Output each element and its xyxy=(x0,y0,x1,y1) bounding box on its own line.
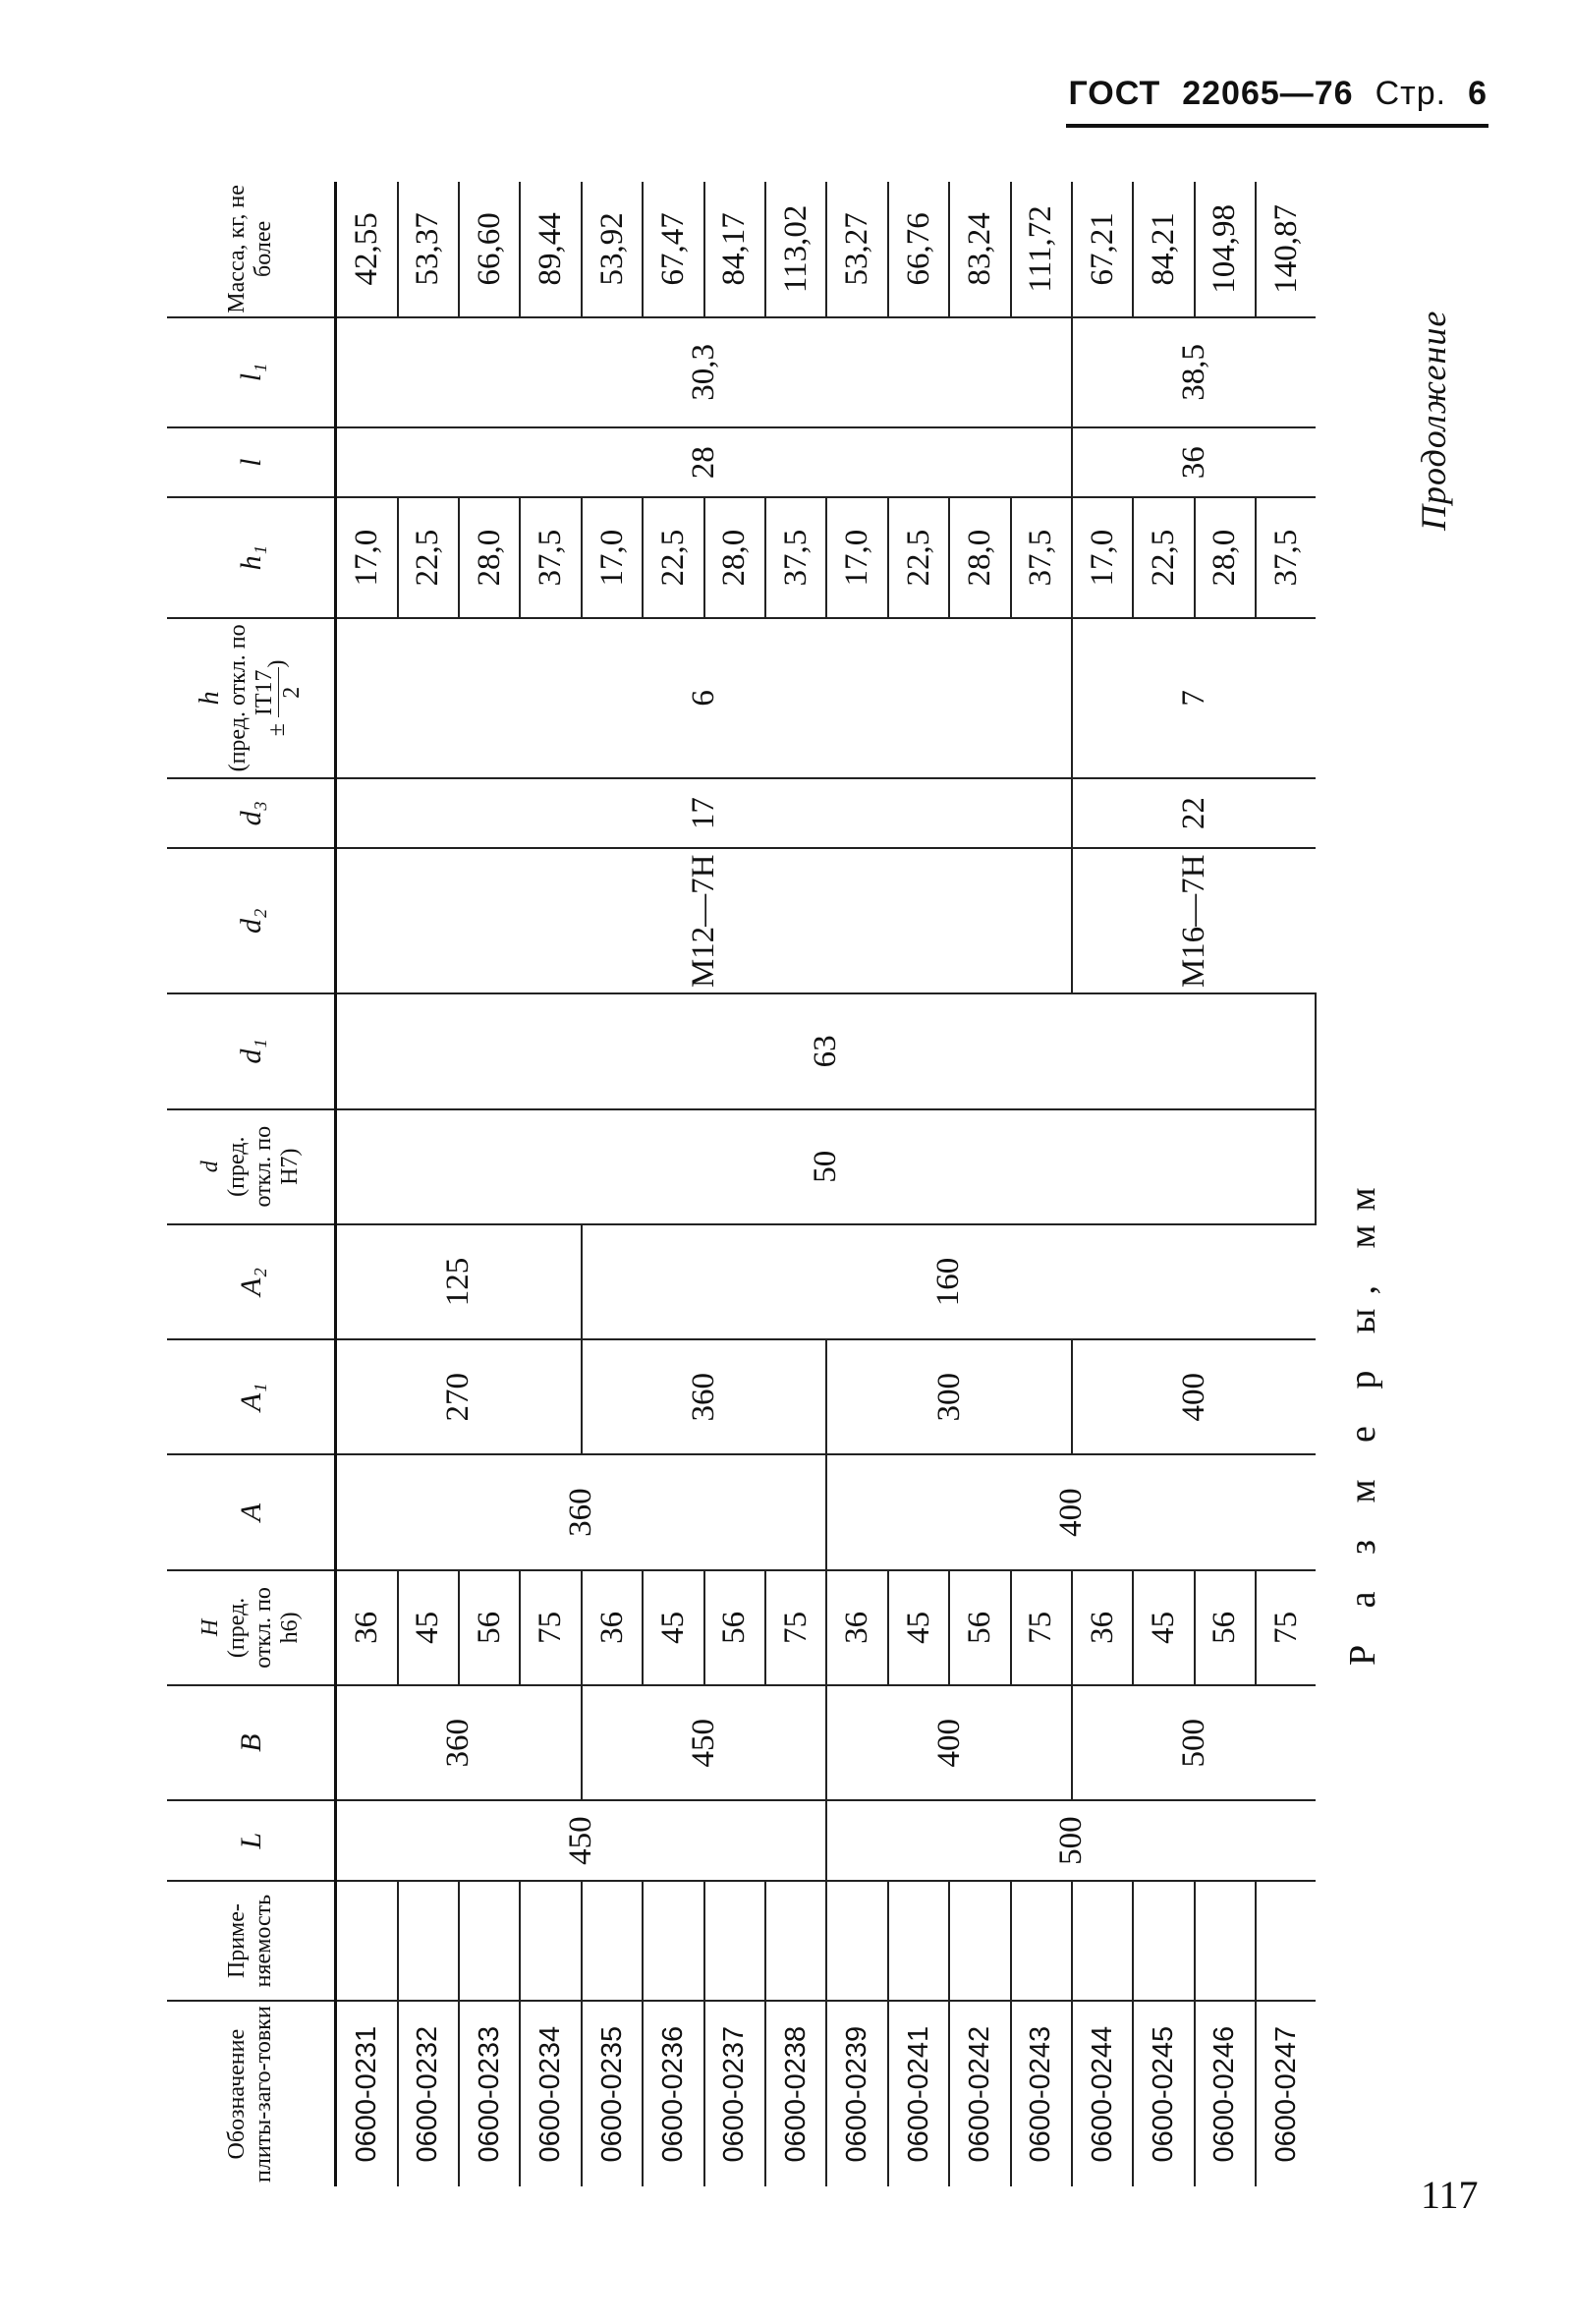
header-gost: ГОСТ xyxy=(1068,75,1161,112)
header-d1: d₁ xyxy=(167,993,336,1108)
H-cell: 56 xyxy=(949,1570,1010,1685)
H-cell: 75 xyxy=(1256,1570,1316,1685)
h1-cell: 17,0 xyxy=(336,497,398,617)
header-h xyxy=(167,618,336,778)
applicability-cell xyxy=(1072,1881,1133,2001)
mass-cell: 113,02 xyxy=(765,182,826,317)
H-cell: 36 xyxy=(1072,1570,1133,1685)
A1-cell: 270 xyxy=(336,1339,582,1454)
L-cell: 500 xyxy=(826,1800,1316,1881)
h1-cell: 17,0 xyxy=(582,497,643,617)
B-cell: 360 xyxy=(336,1685,582,1800)
header-A1: A₁ xyxy=(167,1339,336,1454)
header-H-name: H xyxy=(197,1618,223,1637)
d-cell: 50 xyxy=(336,1109,1317,1224)
header-h-close: ) xyxy=(263,659,290,668)
mass-cell: 42,55 xyxy=(336,182,398,317)
mass-cell: 53,37 xyxy=(398,182,459,317)
h1-cell: 22,5 xyxy=(1133,497,1194,617)
h1-cell: 28,0 xyxy=(949,497,1010,617)
h1-cell: 37,5 xyxy=(1256,497,1316,617)
H-cell: 36 xyxy=(826,1570,887,1685)
applicability-cell xyxy=(1133,1881,1194,2001)
mass-cell: 53,92 xyxy=(582,182,643,317)
header-A: A xyxy=(167,1454,336,1569)
A-cell: 400 xyxy=(826,1454,1316,1569)
page-header xyxy=(1068,75,1488,113)
header-applicability: Приме-няемость xyxy=(167,1881,336,2001)
B-cell: 400 xyxy=(826,1685,1072,1800)
dimensions-table xyxy=(167,182,1317,2186)
table-row xyxy=(167,182,336,2186)
H-cell: 75 xyxy=(520,1570,581,1685)
header-l: l xyxy=(167,427,336,497)
designation-cell: 0600-0241 xyxy=(888,2001,949,2186)
applicability-cell xyxy=(520,1881,581,2001)
mass-cell: 67,21 xyxy=(1072,182,1133,317)
designation-cell: 0600-0239 xyxy=(826,2001,887,2186)
designation-cell: 0600-0234 xyxy=(520,2001,581,2186)
h1-cell: 17,0 xyxy=(1072,497,1133,617)
h-cell: 7 xyxy=(1072,618,1316,778)
designation-cell: 0600-0237 xyxy=(704,2001,765,2186)
d2-cell: M12—7H xyxy=(336,848,1072,993)
designation-cell: 0600-0231 xyxy=(336,2001,398,2186)
designation-cell: 0600-0242 xyxy=(949,2001,1010,2186)
designation-cell: 0600-0233 xyxy=(459,2001,520,2186)
h1-cell: 17,0 xyxy=(826,497,887,617)
applicability-cell xyxy=(1195,1881,1256,2001)
H-cell: 45 xyxy=(643,1570,703,1685)
page-number: 117 xyxy=(1421,2173,1479,2217)
applicability-cell xyxy=(949,1881,1010,2001)
A2-cell: 160 xyxy=(582,1224,1316,1339)
B-cell: 500 xyxy=(1072,1685,1316,1800)
header-h-fraction xyxy=(252,667,306,717)
designation-cell: 0600-0235 xyxy=(582,2001,643,2186)
header-h-name: h xyxy=(194,691,225,706)
mass-cell: 83,24 xyxy=(949,182,1010,317)
header-h-den: 2 xyxy=(278,686,305,699)
h1-cell: 28,0 xyxy=(704,497,765,617)
designation-cell: 0600-0232 xyxy=(398,2001,459,2186)
header-H-note: (пред. откл. по h6) xyxy=(224,1587,303,1669)
header-designation: Обозначение плиты-заго-товки xyxy=(167,2001,336,2186)
applicability-cell xyxy=(704,1881,765,2001)
header-page-label: Стр. xyxy=(1375,75,1447,112)
B-cell: 450 xyxy=(582,1685,827,1800)
H-cell: 56 xyxy=(704,1570,765,1685)
h1-cell: 28,0 xyxy=(459,497,520,617)
designation-cell: 0600-0247 xyxy=(1256,2001,1316,2186)
applicability-cell xyxy=(459,1881,520,2001)
mass-cell: 104,98 xyxy=(1195,182,1256,317)
A1-cell: 400 xyxy=(1072,1339,1316,1454)
H-cell: 36 xyxy=(582,1570,643,1685)
l1-cell: 38,5 xyxy=(1072,317,1316,427)
d1-cell: 63 xyxy=(336,993,1317,1108)
header-d-name: d xyxy=(197,1161,223,1173)
mass-cell: 66,76 xyxy=(888,182,949,317)
applicability-cell xyxy=(1256,1881,1316,2001)
H-cell: 45 xyxy=(398,1570,459,1685)
d3-cell: 22 xyxy=(1072,778,1316,848)
header-B: B xyxy=(167,1685,336,1800)
d2-cell: M16—7H xyxy=(1072,848,1316,993)
designation-cell: 0600-0244 xyxy=(1072,2001,1133,2186)
applicability-cell xyxy=(336,1881,398,2001)
header-h-num: IT17 xyxy=(251,669,277,716)
l1-cell: 30,3 xyxy=(336,317,1072,427)
A-cell: 360 xyxy=(336,1454,827,1569)
H-cell: 56 xyxy=(1195,1570,1256,1685)
header-standard-number: 22065—76 xyxy=(1182,75,1354,112)
h1-cell: 22,5 xyxy=(888,497,949,617)
applicability-cell xyxy=(888,1881,949,2001)
header-l1: l₁ xyxy=(167,317,336,427)
mass-cell: 84,17 xyxy=(704,182,765,317)
rotated-table-region xyxy=(167,182,1493,2186)
designation-cell: 0600-0245 xyxy=(1133,2001,1194,2186)
mass-cell: 53,27 xyxy=(826,182,887,317)
header-h-prefix: ± xyxy=(263,723,290,737)
applicability-cell xyxy=(1011,1881,1072,2001)
header-mass: Масса, кг, не более xyxy=(167,182,336,317)
H-cell: 36 xyxy=(336,1570,398,1685)
A2-cell: 125 xyxy=(336,1224,582,1339)
header-d2: d₂ xyxy=(167,848,336,993)
designation-cell: 0600-0243 xyxy=(1011,2001,1072,2186)
applicability-cell xyxy=(643,1881,703,2001)
applicability-cell xyxy=(398,1881,459,2001)
H-cell: 45 xyxy=(888,1570,949,1685)
l-cell: 36 xyxy=(1072,427,1316,497)
designation-cell: 0600-0246 xyxy=(1195,2001,1256,2186)
header-L: L xyxy=(167,1800,336,1881)
H-cell: 75 xyxy=(765,1570,826,1685)
h1-cell: 37,5 xyxy=(1011,497,1072,617)
header-page-number: 6 xyxy=(1468,75,1488,112)
H-cell: 56 xyxy=(459,1570,520,1685)
applicability-cell xyxy=(582,1881,643,2001)
mass-cell: 66,60 xyxy=(459,182,520,317)
h1-cell: 37,5 xyxy=(765,497,826,617)
A1-cell: 300 xyxy=(826,1339,1072,1454)
header-d xyxy=(167,1109,336,1224)
table-continuation: Продолжение xyxy=(1414,310,1453,531)
l-cell: 28 xyxy=(336,427,1072,497)
mass-cell: 67,47 xyxy=(643,182,703,317)
H-cell: 75 xyxy=(1011,1570,1072,1685)
header-h-note: (пред. откл. по xyxy=(224,624,251,772)
designation-cell: 0600-0238 xyxy=(765,2001,826,2186)
table-row xyxy=(336,182,398,2186)
mass-cell: 111,72 xyxy=(1011,182,1072,317)
table-title: Р а з м е р ы, мм xyxy=(1342,1173,1383,1666)
applicability-cell xyxy=(765,1881,826,2001)
header-rule xyxy=(1066,124,1488,128)
header-d3: d₃ xyxy=(167,778,336,848)
header-A2: A₂ xyxy=(167,1224,336,1339)
h1-cell: 28,0 xyxy=(1195,497,1256,617)
A1-cell: 360 xyxy=(582,1339,827,1454)
applicability-cell xyxy=(826,1881,887,2001)
L-cell: 450 xyxy=(336,1800,827,1881)
mass-cell: 84,21 xyxy=(1133,182,1194,317)
H-cell: 45 xyxy=(1133,1570,1194,1685)
h-cell: 6 xyxy=(336,618,1072,778)
mass-cell: 89,44 xyxy=(520,182,581,317)
header-H xyxy=(167,1570,336,1685)
h1-cell: 22,5 xyxy=(643,497,703,617)
header-d-note: (пред. откл. по H7) xyxy=(224,1125,303,1208)
designation-cell: 0600-0236 xyxy=(643,2001,703,2186)
h1-cell: 22,5 xyxy=(398,497,459,617)
mass-cell: 140,87 xyxy=(1267,204,1304,294)
header-h1: h₁ xyxy=(167,497,336,617)
h1-cell: 37,5 xyxy=(520,497,581,617)
d3-cell: 17 xyxy=(336,778,1072,848)
